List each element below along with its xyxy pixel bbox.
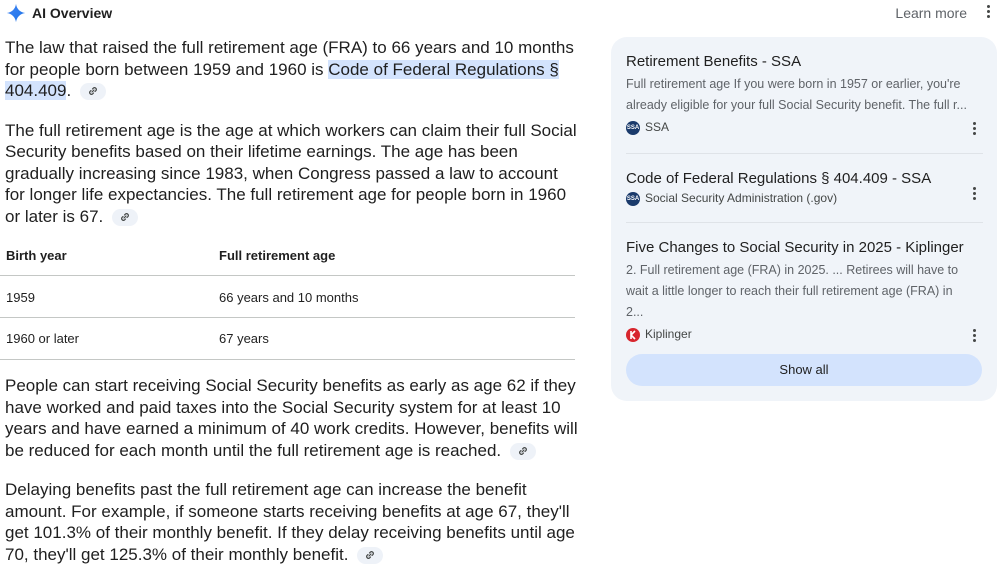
source-site-name: SSA — [645, 120, 670, 134]
highlighted-citation[interactable]: Code of Federal Regulations § 404.409 — [5, 59, 559, 100]
paragraph-2-text: The full retirement age is the age at which workers can claim their full Social Security benefits based on their lifetime earnings. The age has been gradually increasing since 1983, when Congress passed a law to account for longer life expectancies. The full retirement age for people born in 1960 or later is 67. — [5, 120, 577, 226]
source-title[interactable]: Five Changes to Social Security in 2025 - Kiplinger — [626, 239, 964, 256]
learn-more-link[interactable]: Learn more — [895, 5, 967, 21]
table-header-full-retirement-age: Full retirement age — [219, 248, 336, 263]
table-cell: 66 years and 10 months — [219, 290, 359, 305]
source-site — [626, 120, 984, 136]
link-icon — [365, 550, 375, 560]
source-divider — [626, 222, 983, 223]
gemini-sparkle-icon — [6, 3, 26, 23]
table-header-birth-year: Birth year — [6, 248, 67, 263]
table-header-row — [0, 235, 575, 276]
paragraph-3-text: People can start receiving Social Security benefits as early as age 62 if they have worked and paid taxes into the Social Security system for at least 10 years and have earned a minimum of 40 work credits. However, benefits will be reduced for each month until the full retirement age is reached. — [5, 376, 578, 460]
table-cell: 1960 or later — [6, 331, 79, 346]
source-snippet: Full retirement age If you were born in 1957 or earlier, you're already eligible for your full Social Security benefit. The full r... — [626, 77, 967, 112]
source-title[interactable]: Code of Federal Regulations § 404.409 - SSA — [626, 170, 932, 187]
show-all-button[interactable]: Show all — [626, 354, 982, 386]
kiplinger-logo-icon — [626, 328, 640, 342]
paragraph-1-text: The law that raised the full retirement age (FRA) to 66 years and 10 months for people born between 1959 and 1960 is — [5, 38, 574, 79]
more-options-icon[interactable] — [984, 5, 992, 21]
paragraph-1-end: . — [66, 81, 72, 100]
source-site — [626, 191, 984, 207]
ai-overview-title: AI Overview — [32, 5, 113, 21]
source-snippet: 2. Full retirement age (FRA) in 2025. ... Retirees will have to wait a little longer to reach their full retirement age (FRA) in 2... — [626, 263, 959, 319]
source-card-kiplinger[interactable] — [626, 239, 984, 343]
table-cell: 67 years — [219, 331, 269, 346]
citation-link-chip[interactable] — [510, 443, 536, 460]
ssa-favicon-icon: SSA — [626, 121, 640, 135]
source-more-options-icon[interactable] — [970, 329, 978, 343]
paragraph-3 — [5, 375, 580, 461]
source-site-name: Social Security Administration (.gov) — [645, 191, 838, 205]
table-cell: 1959 — [6, 290, 35, 305]
link-icon — [120, 212, 130, 222]
ssa-favicon-icon: SSA — [626, 192, 640, 206]
source-divider — [626, 153, 983, 154]
source-title[interactable]: Retirement Benefits - SSA — [626, 53, 802, 70]
table-row — [0, 318, 575, 360]
overview-content-lower — [5, 375, 580, 565]
retirement-age-table — [0, 235, 575, 360]
link-icon — [518, 446, 528, 456]
ai-overview-header — [0, 0, 1000, 28]
source-card-cfr[interactable] — [626, 170, 984, 207]
link-icon — [88, 86, 98, 96]
sources-panel — [611, 37, 997, 401]
source-more-options-icon[interactable] — [970, 122, 978, 136]
table-row — [0, 276, 575, 318]
paragraph-4 — [5, 479, 580, 565]
citation-link-chip[interactable] — [112, 209, 138, 226]
source-site — [626, 327, 984, 343]
paragraph-1 — [5, 37, 580, 102]
source-site-name: Kiplinger — [645, 327, 692, 341]
paragraph-2 — [5, 120, 580, 228]
source-card-ssa[interactable] — [626, 53, 984, 136]
paragraph-4-text: Delaying benefits past the full retirement age can increase the benefit amount. For example, if someone starts receiving benefits at age 67, they'll get 101.3% of their monthly benefit. If they delay receiving benefits until age 70, they'll get 125.3% of their monthly benefit. — [5, 480, 575, 564]
overview-content — [5, 37, 580, 227]
kiplinger-favicon-icon — [626, 328, 640, 342]
source-more-options-icon[interactable] — [970, 187, 978, 201]
citation-link-chip[interactable] — [80, 83, 106, 100]
